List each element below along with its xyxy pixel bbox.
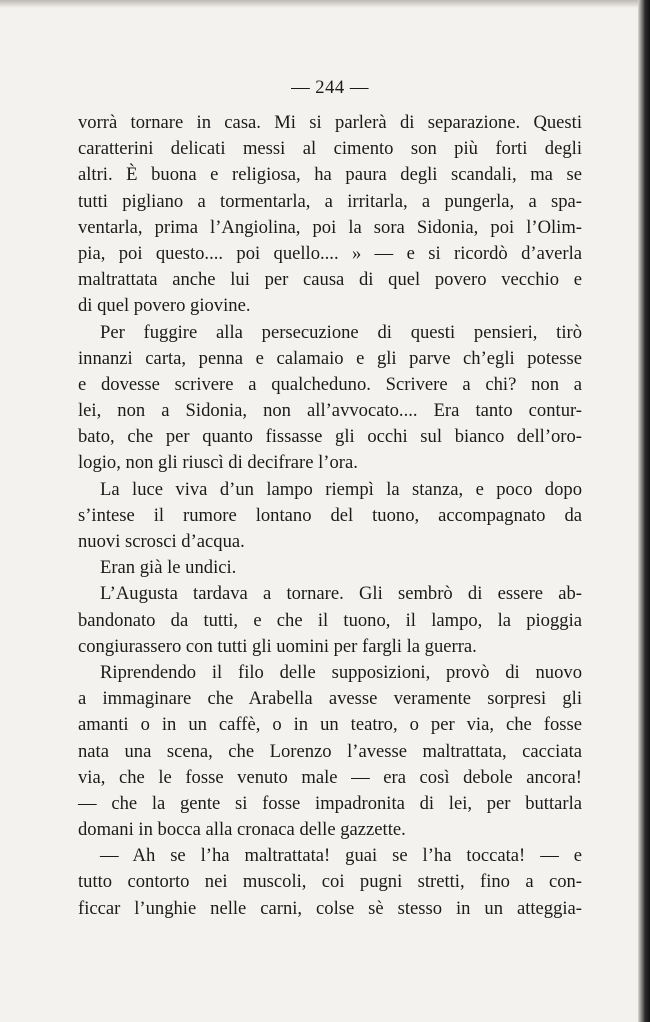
text-line: Riprendendo il filo delle supposizioni, provò di nuovo [100,661,582,683]
text-line: domani in bocca alla cronaca delle gazzette. [78,819,406,841]
text-line: via, che le fosse venuto male — era così debole ancora! [78,766,582,788]
text-line: Per fuggire alla persecuzione di questi pensieri, tirò [100,321,582,343]
text-line: lei, non a Sidonia, non all’avvocato.... Era tanto contur- [78,400,582,422]
text-line: di quel povero giovine. [78,295,251,317]
body-text [78,110,582,922]
text-line: ficcar l’unghie nelle carni, colse sè stesso in un atteggia- [78,897,582,919]
text-line: L’Augusta tardava a tornare. Gli sembrò di essere ab- [100,583,582,605]
text-line: Eran già le undici. [100,557,237,579]
text-line: logio, non gli riuscì di decifrare l’ora. [78,452,358,474]
text-line: congiurassero con tutti gli uomini per fargli la guerra. [78,635,477,657]
text-line: — Ah se l’ha maltrattata! guai se l’ha toccata! — e [100,845,582,867]
text-line: vorrà tornare in casa. Mi si parlerà di separazione. Questi [78,112,582,133]
page-binding-edge [638,0,650,1022]
text-line: maltrattata anche lui per causa di quel povero vecchio e [78,269,582,291]
text-line: altri. È buona e religiosa, ha paura degli scandali, ma se [78,164,582,186]
page-number: — 244 — [291,77,369,98]
text-line: nata una scena, che Lorenzo l’avesse maltrattata, cacciata [78,740,582,762]
text-line: s’intese il rumore lontano del tuono, accompagnato da [78,504,582,526]
page-top-shadow [0,0,650,8]
text-line: ventarla, prima l’Angiolina, poi la sora Sidonia, poi l’Olim- [78,216,582,238]
book-page [78,70,582,922]
text-line: tutti pigliano a tormentarla, a irritarla, a pungerla, a spa- [78,190,582,212]
text-line: nuovi scrosci d’acqua. [78,531,245,552]
text-line: pia, poi questo.... poi quello.... » — e si ricordò d’averla [78,242,582,264]
text-line: bandonato da tutti, e che il tuono, il lampo, la pioggia [78,609,582,631]
text-line: bato, che per quanto fissasse gli occhi sul bianco dell’oro- [78,426,582,448]
text-line: caratterini delicati messi al cimento son più forti degli [78,138,582,160]
text-line: La luce viva d’un lampo riempì la stanza, e poco dopo [100,478,582,500]
text-line: innanzi carta, penna e calamaio e gli parve ch’egli potesse [78,347,582,369]
text-line: amanti o in un caffè, o in un teatro, o per via, che fosse [78,714,582,736]
text-line: tutto contorto nei muscoli, coi pugni stretti, fino a con- [78,871,582,893]
text-line: e dovesse scrivere a qualcheduno. Scrivere a chi? non a [78,373,582,395]
text-line: — che la gente si fosse impadronita di lei, per buttarla [78,792,582,814]
text-line: a immaginare che Arabella avesse veramente sorpresi gli [78,688,582,710]
